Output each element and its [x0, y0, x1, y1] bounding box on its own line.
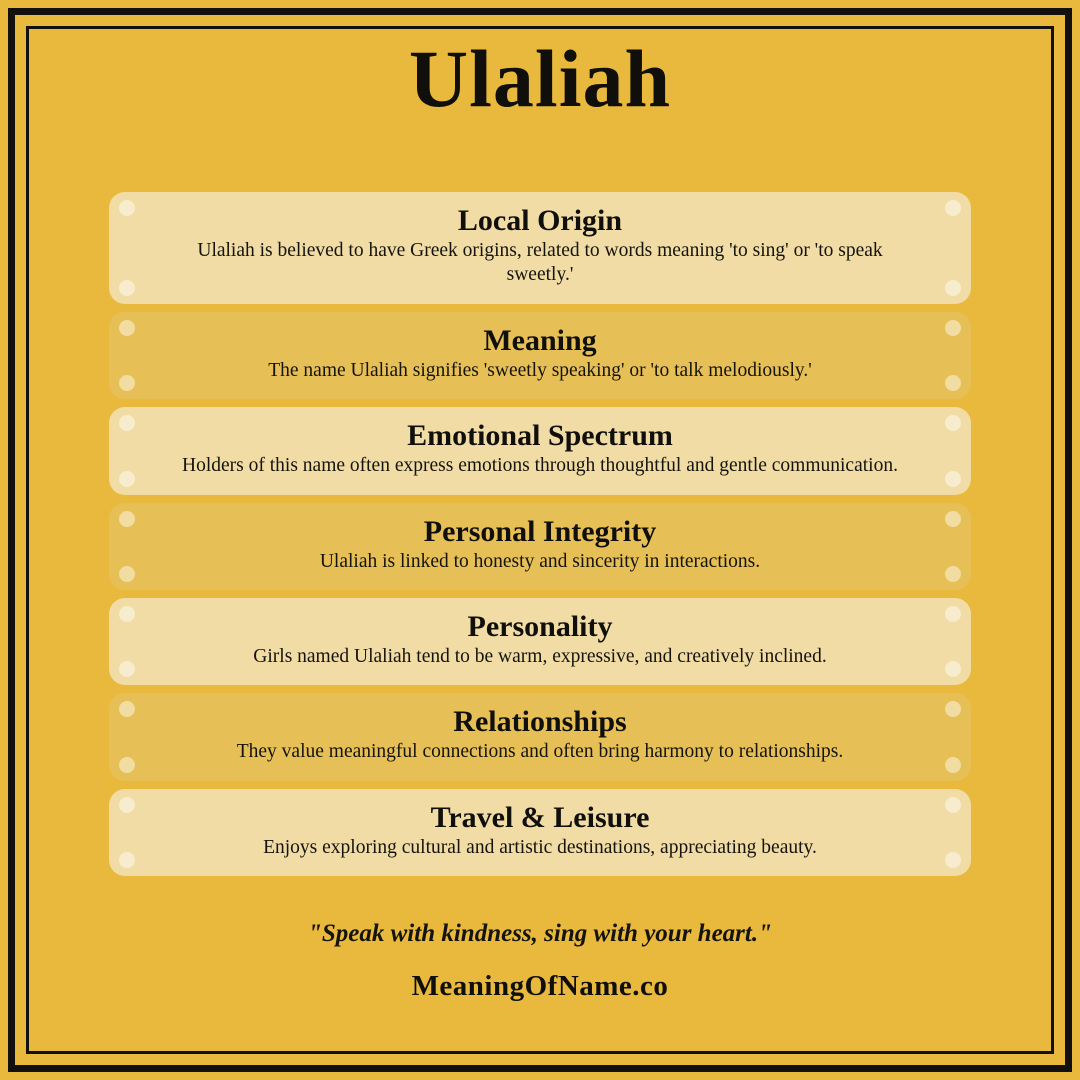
poster-content	[40, 34, 1040, 1040]
section-text: Enjoys exploring cultural and artistic destinations, appreciating beauty.	[263, 836, 817, 858]
card-dot-icon	[945, 566, 961, 582]
card-dot-icon	[945, 415, 961, 431]
card-dot-icon	[945, 375, 961, 391]
section-heading: Travel & Leisure	[430, 800, 650, 834]
card-dot-icon	[119, 375, 135, 391]
card-dot-icon	[119, 511, 135, 527]
card-dot-icon	[945, 701, 961, 717]
footer-quote: "Speak with kindness, sing with your heart."	[308, 920, 772, 948]
card-dot-icon	[945, 511, 961, 527]
section-heading: Local Origin	[457, 204, 623, 238]
card-dot-icon	[945, 280, 961, 296]
card-dot-icon	[119, 320, 135, 336]
card-dot-icon	[945, 797, 961, 813]
card-dot-icon	[119, 280, 135, 296]
card-dot-icon	[119, 606, 135, 622]
section-card-emotional-spectrum	[109, 407, 971, 494]
section-card-list	[109, 192, 971, 876]
poster-footer	[308, 920, 772, 1003]
section-text: Ulaliah is linked to honesty and sincerity in interactions.	[319, 550, 761, 572]
section-heading: Relationships	[453, 705, 627, 739]
card-dot-icon	[119, 701, 135, 717]
page-title: Ulaliah	[408, 33, 672, 124]
card-dot-icon	[945, 320, 961, 336]
section-text: The name Ulaliah signifies 'sweetly speaking' or 'to talk melodiously.'	[268, 359, 812, 381]
section-text: Girls named Ulaliah tend to be warm, expressive, and creatively inclined.	[253, 645, 827, 667]
section-card-travel-leisure	[109, 789, 971, 876]
section-heading: Emotional Spectrum	[407, 419, 673, 453]
card-dot-icon	[119, 200, 135, 216]
card-dot-icon	[945, 757, 961, 773]
footer-brand: MeaningOfName.co	[411, 970, 669, 1003]
section-heading: Personal Integrity	[423, 514, 657, 548]
section-text: They value meaningful connections and often bring harmony to relationships.	[236, 741, 844, 763]
card-dot-icon	[119, 415, 135, 431]
card-dot-icon	[945, 661, 961, 677]
section-card-local-origin	[109, 192, 971, 304]
section-card-personality	[109, 598, 971, 685]
card-dot-icon	[945, 200, 961, 216]
card-dot-icon	[119, 566, 135, 582]
card-dot-icon	[119, 661, 135, 677]
section-text: Ulaliah is believed to have Greek origins, related to words meaning 'to sing' or 'to speak sweetly.'	[197, 240, 883, 286]
card-dot-icon	[945, 852, 961, 868]
card-dot-icon	[119, 852, 135, 868]
card-dot-icon	[945, 471, 961, 487]
section-text: Holders of this name often express emotions through thoughtful and gentle communication.	[182, 455, 898, 477]
card-dot-icon	[119, 757, 135, 773]
section-card-personal-integrity	[109, 503, 971, 590]
section-heading: Personality	[467, 609, 613, 643]
section-card-meaning	[109, 312, 971, 399]
card-dot-icon	[119, 471, 135, 487]
card-dot-icon	[945, 606, 961, 622]
card-dot-icon	[119, 797, 135, 813]
section-card-relationships	[109, 693, 971, 780]
section-heading: Meaning	[483, 323, 597, 357]
